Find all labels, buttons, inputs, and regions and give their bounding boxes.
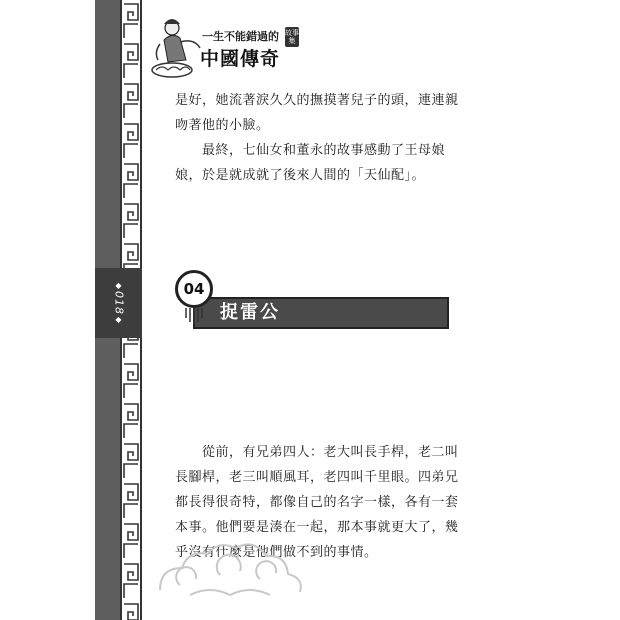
series-badge: 故事集 — [285, 29, 299, 45]
book-title: 中國傳奇 — [200, 48, 281, 70]
immortal-figure-icon — [150, 14, 205, 80]
series-tagline: 一生不能錯過的 — [202, 30, 279, 43]
page-number: 018 — [112, 291, 126, 315]
chapter-heading — [175, 270, 450, 332]
chapter-number-badge — [175, 270, 213, 308]
diamond-icon: ◆ — [115, 281, 122, 290]
chapter-number: 04 — [183, 280, 205, 298]
cloud-ornament-icon — [150, 535, 320, 605]
book-header — [150, 14, 310, 84]
tassel-icon — [183, 308, 205, 326]
chapter-title: 捉雷公 — [220, 302, 280, 323]
diamond-icon: ◆ — [115, 315, 122, 324]
page-number-tab — [95, 268, 142, 338]
paragraph: 最終，七仙女和董永的故事感動了王母娘娘，於是就成就了後來人間的「天仙配」。 — [175, 143, 446, 183]
paragraph: 從前，有兄弟四人：老大叫長手桿，老二叫長腳桿，老三叫順風耳，老四叫千里眼。四弟兄都長得很奇特，都像自己的名字一樣，各有一套本事。他們要是湊在一起，那本事就更大了，幾乎沒有什麼是他們做不到的事情。 — [175, 445, 459, 560]
paragraph: 是好，她流著淚久久的撫摸著兒子的頭，連連親吻著他的小臉。 — [175, 93, 459, 133]
